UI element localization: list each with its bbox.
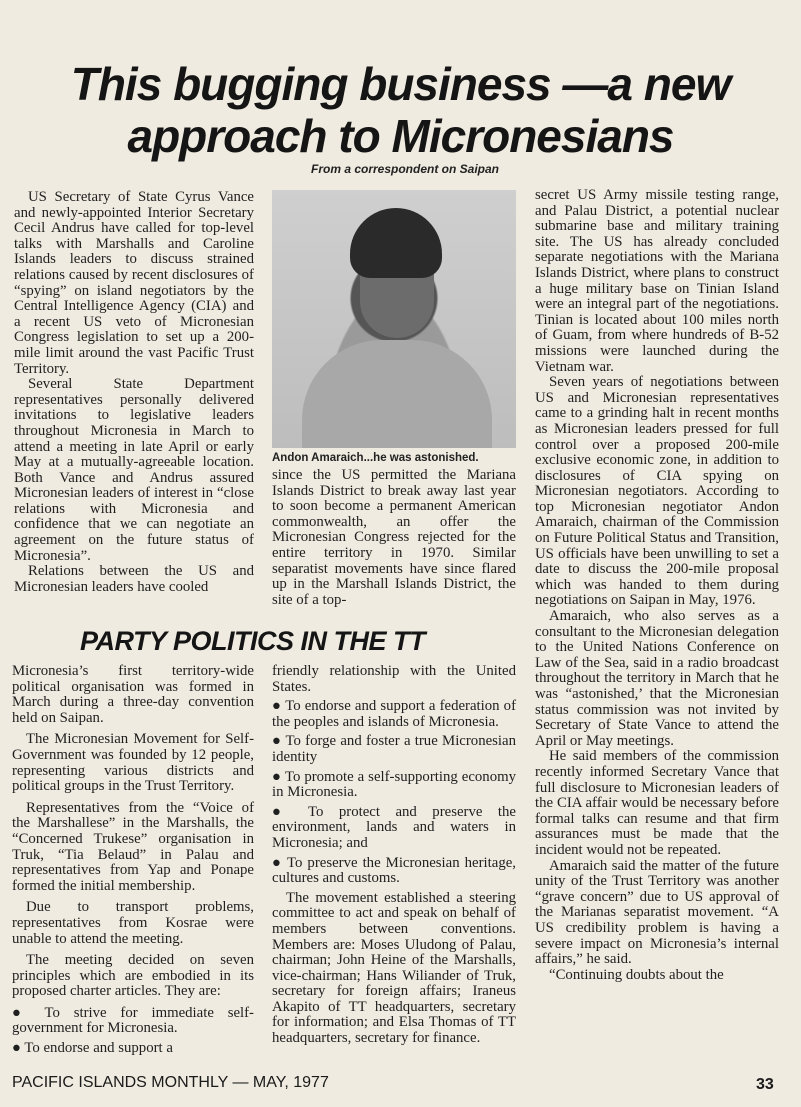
paragraph: secret US Army missile testing range, and Palau District, a potential nuclear submarine base and military training site. The US has already concluded separate negotiations with the Mariana Islands District, where plans to construct a huge military base on Tinian Island were an integral part of the negotiations. Tinian is located about 100 miles north of Guam, from where hundreds of B-52 missions were launched during the Vietnam war.: [535, 187, 779, 375]
sidebar-column-2: [272, 664, 516, 1053]
bullet-item: friendly relationship with the United States.: [272, 663, 516, 695]
bullet-item: ● To endorse and support a: [12, 1040, 173, 1057]
sidebar-column-1: [12, 664, 254, 1061]
bullet-item: ● To preserve the Micronesian heritage, cultures and customs.: [272, 854, 516, 887]
paragraph: Amaraich said the matter of the future unity of the Trust Territory was another “grave concern” due to US approval of the Marianas separatist movement. “A US credibility problem is having a severe impact on Micronesia’s internal affairs,” he said.: [535, 857, 779, 968]
publication-footer: PACIFIC ISLANDS MONTHLY — MAY, 1977: [12, 1074, 329, 1091]
paragraph: Micronesia’s first territory-wide political organisation was formed in March during a three-day convention held on Saipan.: [12, 663, 254, 726]
paragraph: Seven years of negotiations between US and Micronesian representatives came to a grinding halt in recent months as Micronesian leaders pressed for full control over a proposed 200-mile exclusive economic zone, in addition to disclosures of CIA spying on Micronesian negotiators. According to top Micronesian negotiator Andon Amaraich, chairman of the Commission on Future Political Status and Transition, US officials have been unwilling to set a date to discuss the 200-mile proposal which was handed to them during negotiations on Saipan in May, 1976.: [535, 374, 779, 609]
paragraph: The meeting decided on seven principles which are embodied in its proposed charter articles. They are:: [12, 952, 254, 1000]
paragraph: The movement established a steering committee to act and speak on behalf of members between conventions. Members are: Moses Uludong of Palau, chairman; John Heine of the Marshalls, vice-chairman; Hans Wiliander of Truk, secretary for foreign affairs; Iraneus Akapito of TT headquarters, secretary for information; and Elsa Thomas of TT headquarters, secretary for finance.: [272, 889, 516, 1047]
article-column-2: [272, 468, 516, 608]
bullet-item: ● To endorse and support a federation of the peoples and islands of Micronesia.: [272, 698, 516, 730]
paragraph: Due to transport problems, representatives from Kosrae were unable to attend the meeting.: [12, 899, 254, 947]
article-headline: This bugging business —a new approach to Micronesians: [70, 58, 731, 162]
paragraph: since the US permitted the Mariana Islands District to break away last year to soon become a permanent American commonwealth, an offer the Micronesian Congress rejected for the entire territory in 1970. Similar separatist movements have since flared up in the Marshall Islands District, the site of a top-: [272, 467, 516, 608]
paragraph: He said members of the commission recently informed Secretary Vance that full disclosure to Micronesian leaders of the CIA affair would be necessary before formal talks can resume and that firm assurances must be made that the incident would not be repeated.: [535, 748, 779, 858]
article-column-3: [535, 188, 779, 983]
bullet-item: ● To protect and preserve the environment, lands and waters in Micronesia; and: [272, 803, 516, 851]
bullet-item: ● To promote a self-supporting economy in Micronesia.: [272, 768, 516, 801]
paragraph: Relations between the US and Micronesian leaders have cooled: [14, 563, 254, 595]
bullet-item: ● To forge and foster a true Micronesian identity: [272, 733, 516, 765]
paragraph: The Micronesian Movement for Self-Government was founded by 12 people, representing various districts and political groups in the Trust Territory.: [12, 731, 254, 795]
portrait-photo: [272, 190, 516, 448]
paragraph: US Secretary of State Cyrus Vance and newly-appointed Interior Secretary Cecil Andrus have called for top-level talks with Marshalls and Caroline Islands leaders to discuss strained relations caused by recent disclosures of “spying” on island negotiators by the Central Intelligence Agency (CIA) and a recent US veto of Micronesian Congress legislation to set up a 200-mile limit around the vast Pacific Trust Territory.: [14, 189, 254, 377]
article-column-1: [14, 190, 254, 595]
paragraph: Several State Department representatives personally delivered invitations to legislative leaders throughout Micronesia in March to attend a meeting in late April or early May at a mutually-agreeable location. Both Vance and Andrus assured Micronesian leaders of interest in “close relations with Micronesia and confidence that we can negotiate an agreement on the future status of Micronesia”.: [14, 376, 254, 564]
page-number: 33: [756, 1076, 774, 1093]
sidebar-title: PARTY POLITICS IN THE TT: [80, 626, 426, 656]
bullet-item: ● To strive for immediate self-government for Micronesia.: [12, 1004, 254, 1037]
paragraph: Amaraich, who also serves as a consultant to the Micronesian delegation to the United Nations Conference on Law of the Sea, said in a radio broadcast throughout the territory in March that he was “astonished,’ that the Micronesian status commission was not invited by Secretary of State Vance to attend the April or May meetings.: [535, 608, 779, 749]
paragraph: “Continuing doubts about the: [549, 966, 724, 983]
photo-caption: Andon Amaraich...he was astonished.: [272, 452, 479, 464]
paragraph: Representatives from the “Voice of the Marshallese” in the Marshalls, the “Concerned Trukese” organisation in Truk, “Tia Belaud” in Palau and representatives from Yap and Ponape formed the initial membership.: [12, 799, 254, 894]
byline: From a correspondent on Saipan: [310, 162, 500, 176]
